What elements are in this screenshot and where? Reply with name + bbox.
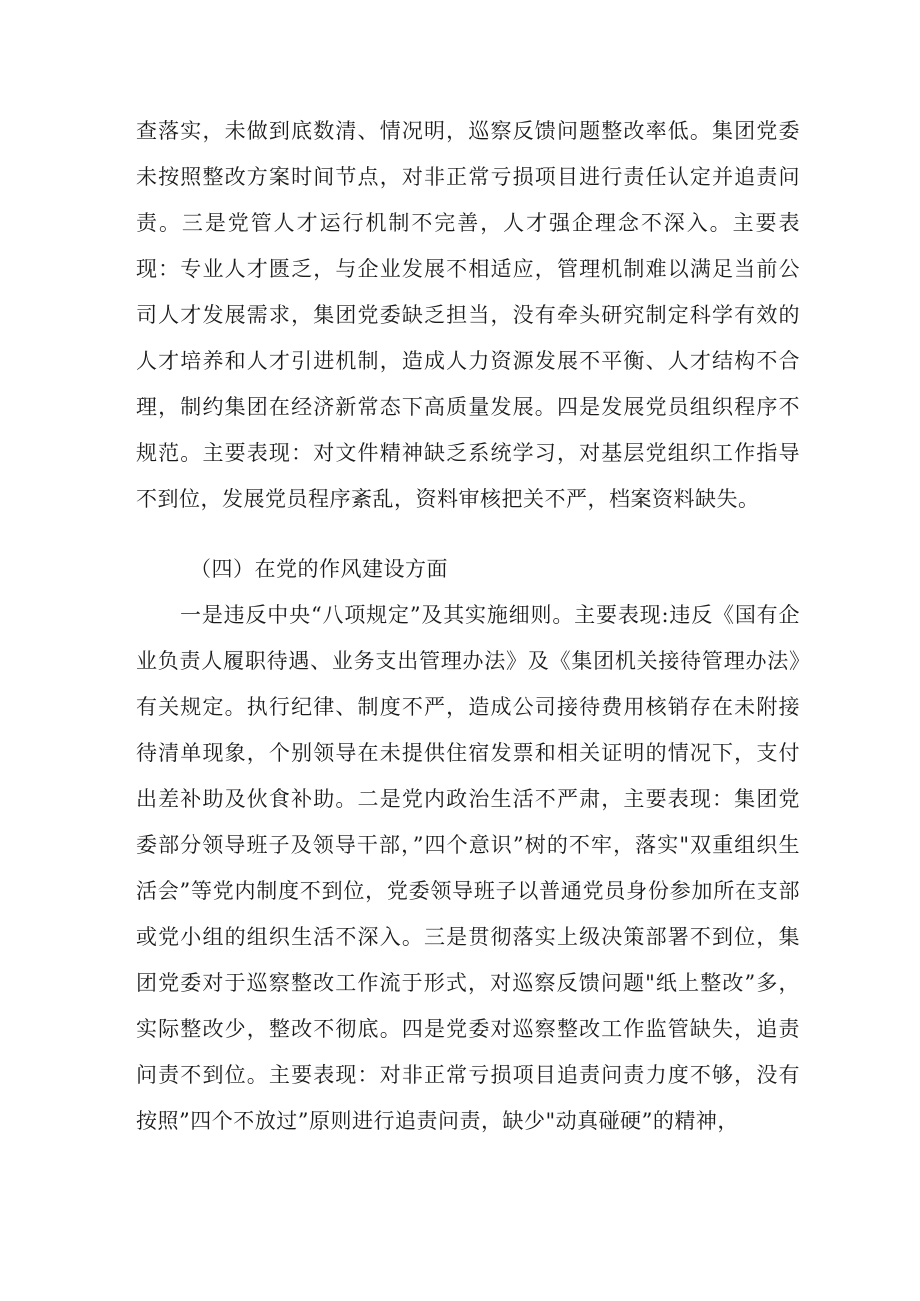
body-paragraph: 一是违反中央“八项规定”及其实施细则。主要表现:违反《国有企业负责人履职待遇、业务支出管理办法》及《集团机关接待管理办法》有关规定。执行纪律、制度不严，造成公司接待费用核销存在未附接待清单现象，个别领导在未提供住宿发票和相关证明的情况下，支付出差补助及伙食补助。二是党内政治生活不严肃，主要表现：集团党委部分领导班子及领导干部，”四个意识”树的不牢，落实"双重组织生活会”等党内制度不到位，党委领导班子以普通党员身份参加所在支部或党小组的组织生活不深入。三是贯彻落实上级决策部署不到位，集团党委对于巡察整改工作流于形式，对巡察反馈问题"纸上整改”多，实际整改少，整改不彻底。四是党委对巡察整改工作监管缺失，追责问责不到位。主要表现：对非正常亏损项目追责问责力度不够，没有按照”四个不放过”原则进行追责问责，缺少"动真碰硬”的精神， <box>136 603 800 1133</box>
body-paragraph: 查落实，未做到底数清、情况明，巡察反馈问题整改率低。集团党委未按照整改方案时间节点，对非正常亏损项目进行责任认定并追责问责。三是党管人才运行机制不完善，人才强企理念不深入。主要表现：专业人才匮乏，与企业发展不相适应，管理机制难以满足当前公司人才发展需求，集团党委缺乏担当，没有牵头研究制定科学有效的人才培养和人才引进机制，造成人力资源发展不平衡、人才结构不合理，制约集团在经济新常态下高质量发展。四是发展党员组织程序不规范。主要表现：对文件精神缺乏系统学习，对基层党组织工作指导不到位，发展党员程序紊乱，资料审核把关不严，档案资料缺失。 <box>136 119 800 511</box>
section-heading: （四）在党的作风建设方面 <box>190 557 448 581</box>
